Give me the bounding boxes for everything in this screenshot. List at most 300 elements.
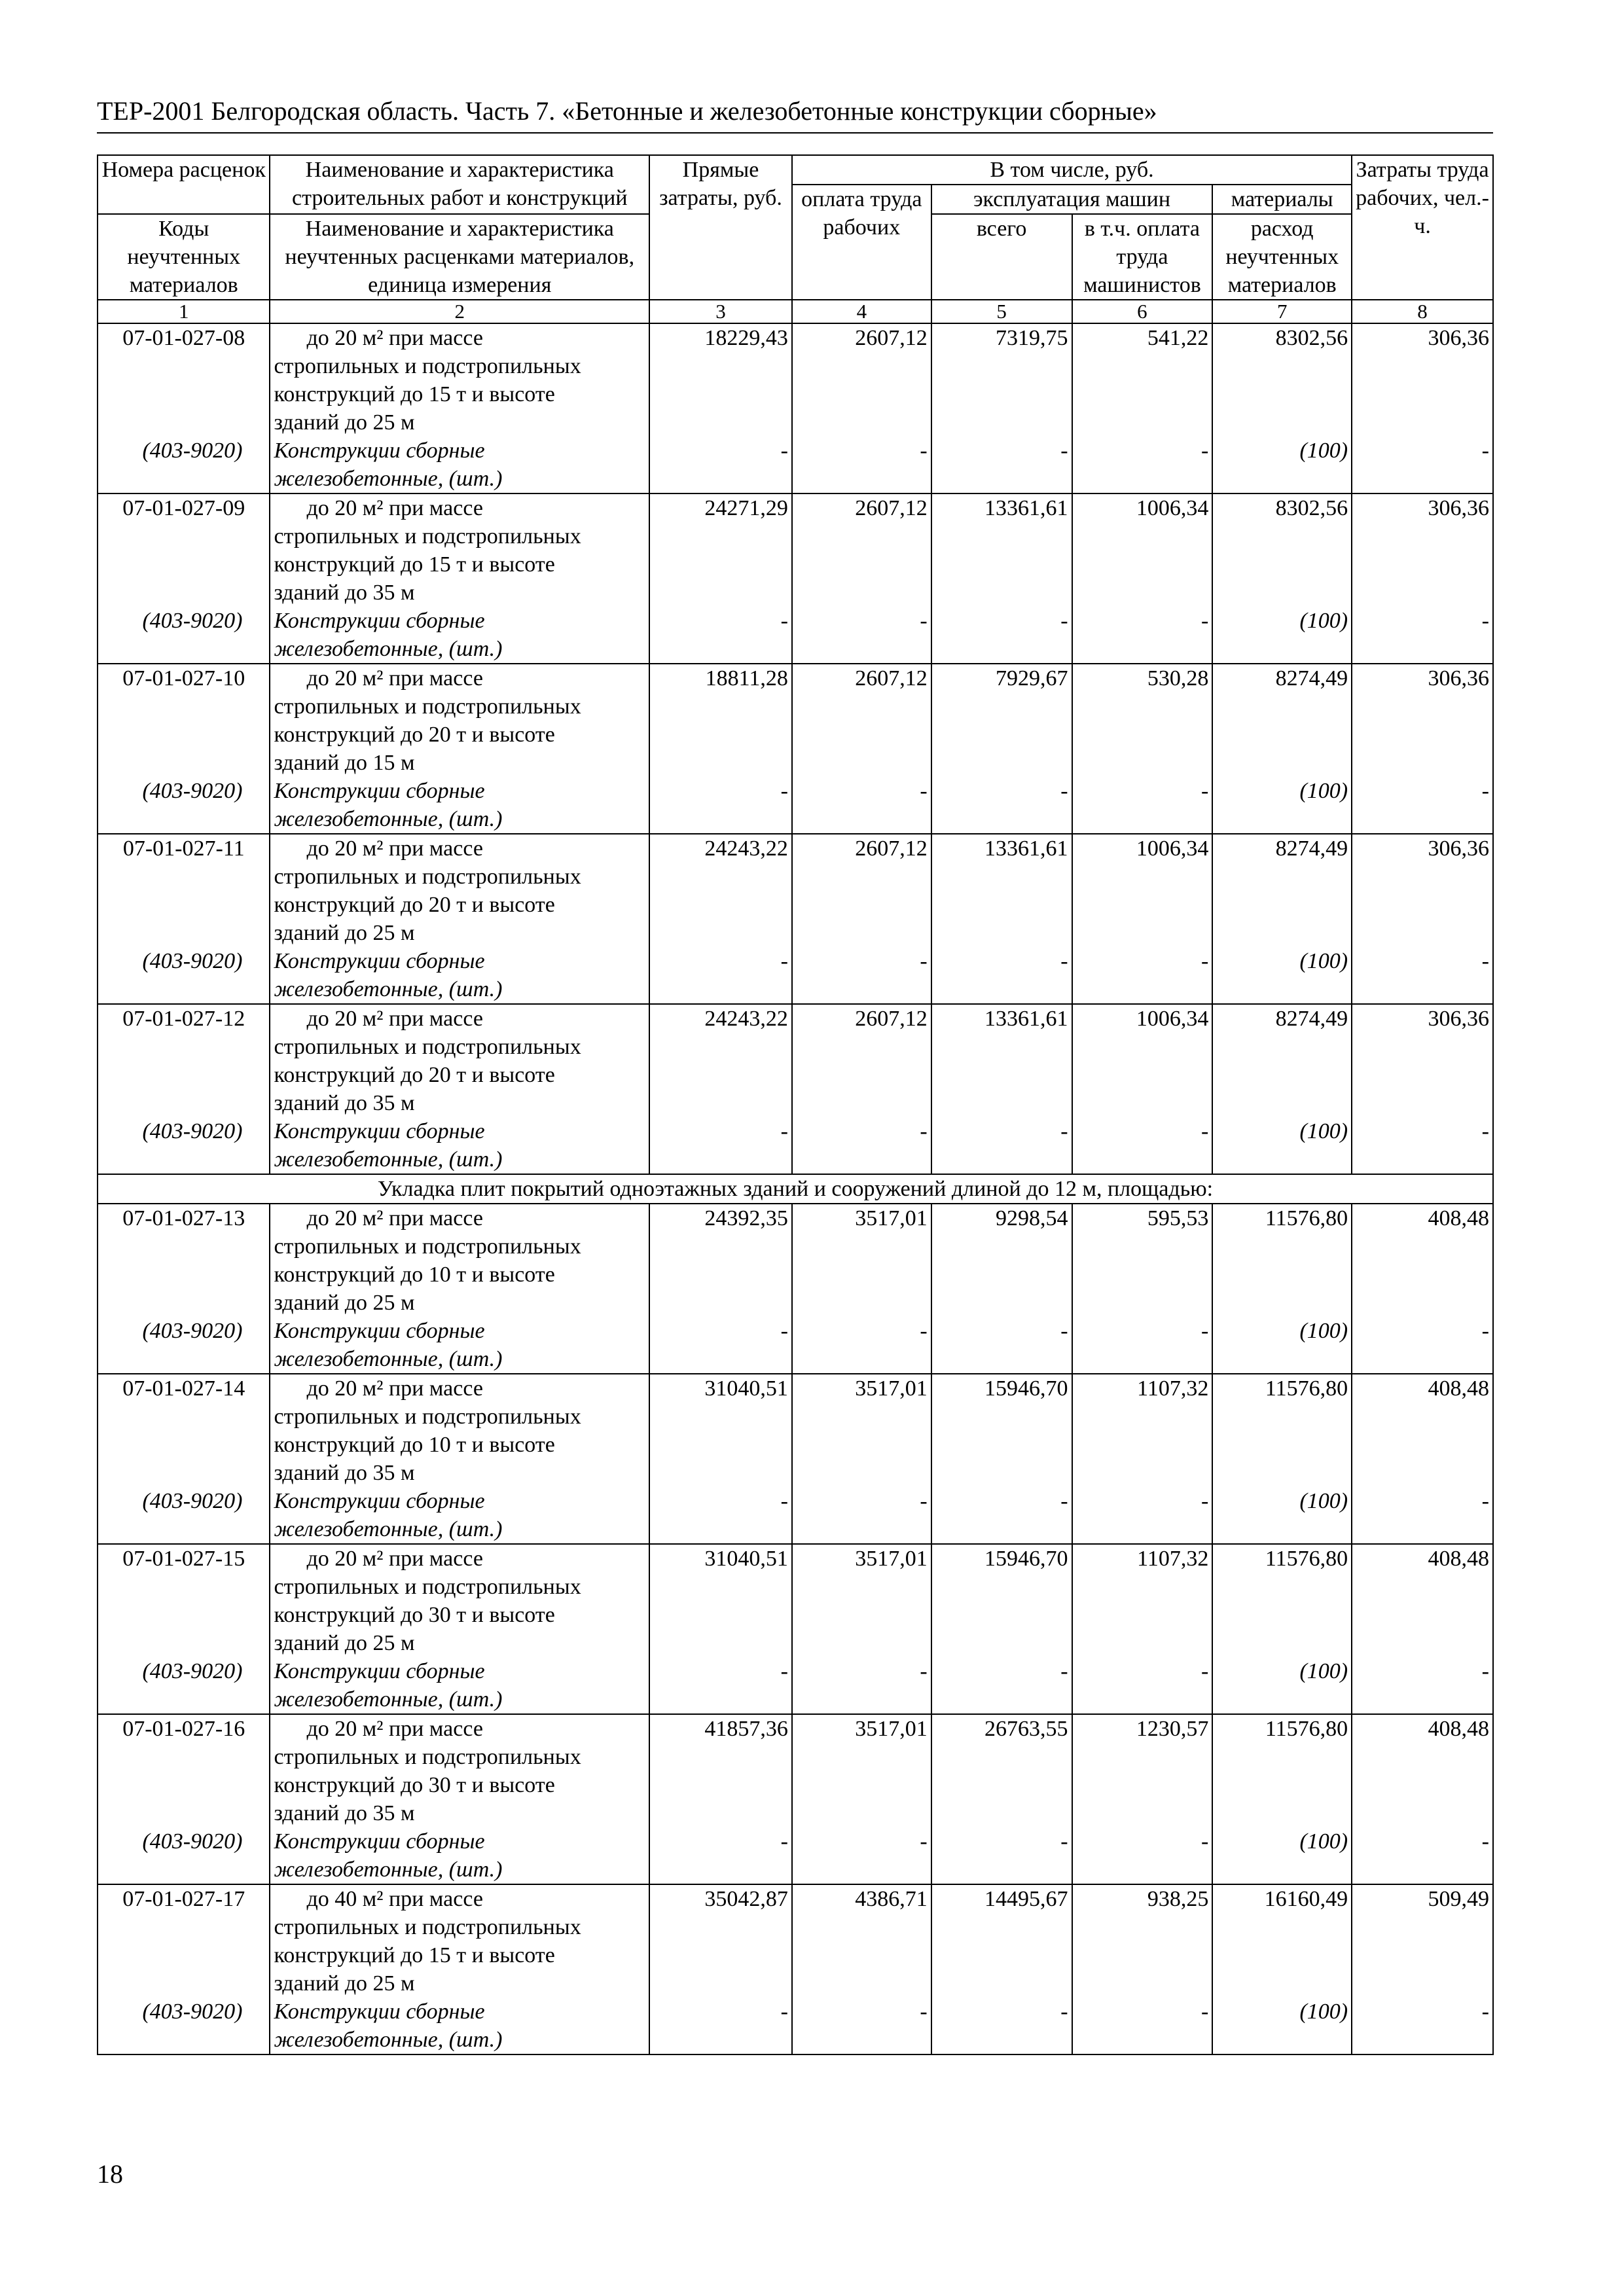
spacer [935, 1601, 1068, 1629]
spacer [1076, 1459, 1209, 1487]
machines-labor-cell [1072, 493, 1213, 664]
spacer [1216, 522, 1348, 550]
column-number: 7 [1212, 300, 1352, 323]
materials-value: 8274,49 [1275, 666, 1348, 691]
labor-cost-value: 306,36 [1428, 836, 1489, 861]
material-amount: (100) [1299, 1659, 1348, 1683]
work-description-line: конструкций до 10 т и высоте [274, 1263, 555, 1287]
spacer [1356, 1033, 1489, 1061]
material-code: (403-9020) [142, 439, 243, 463]
work-description-line: конструкций до 30 т и высоте [274, 1603, 555, 1627]
labor-cost-value: 408,48 [1428, 1376, 1489, 1401]
labor-cost-cell [1352, 1884, 1493, 2054]
work-description-cell [270, 1714, 649, 1884]
spacer [1076, 1232, 1209, 1261]
spacer [653, 805, 788, 833]
spacer [1356, 1431, 1489, 1459]
machines-labor-cell [1072, 1204, 1213, 1374]
material-code: (403-9020) [142, 779, 243, 803]
work-description-cell [270, 664, 649, 834]
labor-pay-cell [792, 1714, 931, 1884]
material-amount: (100) [1299, 439, 1348, 463]
spacer [653, 1403, 788, 1431]
machines-total-value: 15946,70 [984, 1547, 1068, 1571]
spacer [1216, 1685, 1348, 1713]
work-description-cell [270, 834, 649, 1004]
table-row [98, 493, 1493, 664]
spacer [935, 1771, 1068, 1799]
spacer [101, 579, 266, 607]
materials-cell [1212, 1884, 1352, 2054]
spacer [653, 1033, 788, 1061]
spacer [1076, 1145, 1209, 1174]
spacer [653, 579, 788, 607]
materials-cell [1212, 1714, 1352, 1884]
spacer [1216, 352, 1348, 380]
spacer [101, 1345, 266, 1373]
labor-cost-cell [1352, 1714, 1493, 1884]
material-name-line: Конструкции сборные [274, 1489, 485, 1513]
table-row [98, 1884, 1493, 2054]
spacer [1216, 1941, 1348, 1969]
spacer [1216, 1969, 1348, 1998]
empty-dash: - [920, 1659, 928, 1683]
spacer [1076, 1431, 1209, 1459]
spacer [101, 1289, 266, 1317]
materials-value: 8274,49 [1275, 1007, 1348, 1031]
spacer [653, 1261, 788, 1289]
empty-dash: - [780, 949, 788, 973]
spacer [935, 2026, 1068, 2054]
work-description-line: до 20 м² при массе [306, 496, 483, 520]
spacer [935, 1345, 1068, 1373]
labor-cost-value: 306,36 [1428, 666, 1489, 691]
direct-cost-value: 41857,36 [704, 1717, 788, 1741]
labor-cost-value: 408,48 [1428, 1206, 1489, 1230]
labor-pay-cell [792, 1544, 931, 1714]
table-row [98, 1004, 1493, 1174]
spacer [1076, 1601, 1209, 1629]
material-name-line: железобетонные, (шт.) [274, 977, 503, 1001]
spacer [935, 891, 1068, 919]
header-machines: эксплуатация машин [931, 185, 1213, 214]
spacer [101, 1232, 266, 1261]
spacer [1216, 692, 1348, 721]
spacer [1356, 1289, 1489, 1317]
materials-value: 16160,49 [1264, 1887, 1348, 1911]
work-description-line: конструкций до 20 т и высоте [274, 1063, 555, 1087]
spacer [935, 1573, 1068, 1601]
spacer [1356, 408, 1489, 437]
material-amount: (100) [1299, 1319, 1348, 1343]
work-description-line: конструкций до 20 т и высоте [274, 723, 555, 747]
material-name-line: железобетонные, (шт.) [274, 2028, 503, 2052]
spacer [1216, 635, 1348, 663]
spacer [1356, 579, 1489, 607]
spacer [1356, 352, 1489, 380]
spacer [1356, 975, 1489, 1003]
materials-value: 11576,80 [1265, 1547, 1348, 1571]
spacer [1356, 1089, 1489, 1117]
work-description-line: зданий до 25 м [274, 921, 415, 945]
spacer [796, 352, 928, 380]
machines-labor-cell [1072, 664, 1213, 834]
spacer [796, 863, 928, 891]
spacer [796, 522, 928, 550]
rate-code: 07-01-027-09 [122, 496, 245, 520]
empty-dash: - [1060, 439, 1068, 463]
page-number: 18 [97, 2159, 123, 2189]
empty-dash: - [1201, 1319, 1209, 1343]
rate-code-cell [98, 1884, 270, 2054]
empty-dash: - [1201, 1119, 1209, 1143]
material-name-line: железобетонные, (шт.) [274, 1857, 503, 1882]
work-description-line: конструкций до 10 т и высоте [274, 1433, 555, 1457]
machines-labor-value: 595,53 [1147, 1206, 1209, 1230]
labor-pay-value: 2607,12 [855, 326, 928, 350]
work-description-line: стропильных и подстропильных [274, 694, 581, 719]
spacer [1076, 721, 1209, 749]
work-description-line: зданий до 35 м [274, 1091, 415, 1115]
work-description-line: до 20 м² при массе [306, 326, 483, 350]
empty-dash: - [780, 1319, 788, 1343]
spacer [1356, 1913, 1489, 1941]
work-description-line: стропильных и подстропильных [274, 1745, 581, 1769]
work-description-line: стропильных и подстропильных [274, 1234, 581, 1259]
material-name-line: железобетонные, (шт.) [274, 637, 503, 661]
empty-dash: - [1201, 609, 1209, 633]
empty-dash: - [1481, 1489, 1489, 1513]
spacer [796, 692, 928, 721]
spacer [1076, 465, 1209, 493]
spacer [1216, 1232, 1348, 1261]
material-amount: (100) [1299, 1119, 1348, 1143]
spacer [796, 891, 928, 919]
spacer [796, 1629, 928, 1657]
spacer [1356, 1941, 1489, 1969]
work-description-cell [270, 323, 649, 493]
spacer [935, 1969, 1068, 1998]
work-description-cell [270, 1374, 649, 1544]
machines-labor-cell [1072, 1374, 1213, 1544]
rate-code-cell [98, 1374, 270, 1544]
spacer [1356, 2026, 1489, 2054]
work-description-line: до 20 м² при массе [306, 1376, 483, 1401]
table-row [98, 1204, 1493, 1374]
header-machines-labor: в т.ч. оплата труда машинистов [1072, 214, 1213, 300]
spacer [1216, 1771, 1348, 1799]
materials-cell [1212, 1004, 1352, 1174]
material-name-line: железобетонные, (шт.) [274, 807, 503, 831]
spacer [796, 975, 928, 1003]
spacer [653, 1685, 788, 1713]
labor-pay-cell [792, 1204, 931, 1374]
spacer [653, 635, 788, 663]
spacer [101, 1515, 266, 1543]
work-description-line: конструкций до 20 т и высоте [274, 893, 555, 917]
spacer [101, 1145, 266, 1174]
table-row [98, 1714, 1493, 1884]
spacer [796, 1573, 928, 1601]
spacer [653, 975, 788, 1003]
spacer [1356, 1232, 1489, 1261]
spacer [653, 352, 788, 380]
machines-labor-value: 541,22 [1147, 326, 1209, 350]
spacer [1216, 721, 1348, 749]
empty-dash: - [780, 1489, 788, 1513]
spacer [1216, 1799, 1348, 1827]
machines-labor-value: 1107,32 [1137, 1376, 1209, 1401]
spacer [101, 863, 266, 891]
labor-pay-value: 2607,12 [855, 496, 928, 520]
spacer [796, 465, 928, 493]
column-number: 6 [1072, 300, 1213, 323]
rate-code-cell [98, 834, 270, 1004]
spacer [101, 1061, 266, 1089]
column-number: 8 [1352, 300, 1493, 323]
rate-code-cell [98, 493, 270, 664]
work-description-line: до 20 м² при массе [306, 836, 483, 861]
empty-dash: - [1060, 1829, 1068, 1854]
spacer [1216, 1033, 1348, 1061]
labor-pay-cell [792, 664, 931, 834]
spacer [796, 579, 928, 607]
header-incl: В том числе, руб. [792, 155, 1352, 185]
empty-dash: - [1481, 609, 1489, 633]
labor-cost-cell [1352, 323, 1493, 493]
spacer [653, 408, 788, 437]
spacer [101, 2026, 266, 2054]
spacer [1216, 919, 1348, 947]
empty-dash: - [920, 949, 928, 973]
labor-pay-value: 2607,12 [855, 666, 928, 691]
direct-cost-value: 24243,22 [704, 1007, 788, 1031]
spacer [1356, 805, 1489, 833]
empty-dash: - [1201, 1659, 1209, 1683]
spacer [1076, 749, 1209, 777]
spacer [1356, 891, 1489, 919]
spacer [1216, 1459, 1348, 1487]
spacer [1216, 1629, 1348, 1657]
labor-cost-cell [1352, 664, 1493, 834]
spacer [1076, 380, 1209, 408]
spacer [935, 579, 1068, 607]
spacer [653, 1431, 788, 1459]
work-description-line: конструкций до 15 т и высоте [274, 1943, 555, 1967]
spacer [653, 1459, 788, 1487]
spacer [1076, 692, 1209, 721]
spacer [1356, 1061, 1489, 1089]
spacer [796, 1771, 928, 1799]
empty-dash: - [1060, 949, 1068, 973]
spacer [1356, 1771, 1489, 1799]
rate-code: 07-01-027-14 [122, 1376, 245, 1401]
header-labor-cost: Затраты труда рабочих, чел.-ч. [1352, 155, 1493, 300]
spacer [1216, 1289, 1348, 1317]
spacer [101, 352, 266, 380]
spacer [1356, 919, 1489, 947]
material-code: (403-9020) [142, 1489, 243, 1513]
spacer [101, 1856, 266, 1884]
table-row [98, 323, 1493, 493]
labor-pay-value: 3517,01 [855, 1717, 928, 1741]
material-name-line: железобетонные, (шт.) [274, 1347, 503, 1371]
spacer [101, 1431, 266, 1459]
direct-cost-cell [649, 1714, 792, 1884]
rate-code: 07-01-027-11 [122, 836, 245, 861]
machines-labor-cell [1072, 1714, 1213, 1884]
spacer [1216, 1573, 1348, 1601]
spacer [1216, 1403, 1348, 1431]
empty-dash: - [1201, 439, 1209, 463]
materials-value: 11576,80 [1265, 1717, 1348, 1741]
spacer [1216, 1743, 1348, 1771]
spacer [935, 1232, 1068, 1261]
spacer [935, 805, 1068, 833]
spacer [796, 1345, 928, 1373]
header-materials: материалы [1212, 185, 1352, 214]
spacer [796, 635, 928, 663]
rate-code: 07-01-027-17 [122, 1887, 245, 1911]
empty-dash: - [1481, 949, 1489, 973]
labor-cost-value: 509,49 [1428, 1887, 1489, 1911]
empty-dash: - [1481, 1659, 1489, 1683]
spacer [935, 692, 1068, 721]
table-header [98, 155, 1493, 323]
spacer [935, 408, 1068, 437]
empty-dash: - [1481, 1119, 1489, 1143]
work-description-line: до 20 м² при массе [306, 1717, 483, 1741]
spacer [1356, 1629, 1489, 1657]
spacer [796, 1799, 928, 1827]
spacer [1216, 408, 1348, 437]
spacer [796, 1913, 928, 1941]
empty-dash: - [780, 1119, 788, 1143]
spacer [1356, 1145, 1489, 1174]
spacer [653, 465, 788, 493]
header-rule [97, 132, 1493, 134]
spacer [935, 1033, 1068, 1061]
spacer [796, 1969, 928, 1998]
machines-labor-cell [1072, 1004, 1213, 1174]
empty-dash: - [1060, 1489, 1068, 1513]
spacer [653, 1232, 788, 1261]
spacer [1076, 1969, 1209, 1998]
direct-cost-cell [649, 834, 792, 1004]
labor-pay-cell [792, 1884, 931, 2054]
machines-total-cell [931, 1544, 1072, 1714]
work-description-line: зданий до 35 м [274, 1461, 415, 1485]
machines-total-cell [931, 664, 1072, 834]
spacer [796, 1403, 928, 1431]
spacer [796, 1089, 928, 1117]
machines-labor-value: 1006,34 [1136, 836, 1209, 861]
spacer [101, 1629, 266, 1657]
spacer [653, 1941, 788, 1969]
empty-dash: - [1201, 949, 1209, 973]
work-description-cell [270, 1884, 649, 2054]
material-name-line: железобетонные, (шт.) [274, 1687, 503, 1712]
spacer [796, 1601, 928, 1629]
spacer [1076, 1573, 1209, 1601]
materials-value: 11576,80 [1265, 1376, 1348, 1401]
direct-cost-value: 24243,22 [704, 836, 788, 861]
spacer [1216, 579, 1348, 607]
material-name-line: Конструкции сборные [274, 1829, 485, 1854]
spacer [101, 749, 266, 777]
column-number: 3 [649, 300, 792, 323]
header-materials-unaccounted: расход неучтенных материалов [1212, 214, 1352, 300]
spacer [1216, 749, 1348, 777]
spacer [935, 635, 1068, 663]
machines-labor-value: 530,28 [1147, 666, 1209, 691]
material-amount: (100) [1299, 779, 1348, 803]
spacer [935, 1799, 1068, 1827]
spacer [1216, 1261, 1348, 1289]
spacer [796, 1232, 928, 1261]
labor-pay-cell [792, 834, 931, 1004]
spacer [796, 1061, 928, 1089]
empty-dash: - [1060, 1319, 1068, 1343]
empty-dash: - [1060, 609, 1068, 633]
spacer [796, 1289, 928, 1317]
machines-total-value: 13361,61 [984, 496, 1068, 520]
header-code-top: Номера расценок [98, 155, 270, 214]
material-code: (403-9020) [142, 1119, 243, 1143]
spacer [1356, 550, 1489, 579]
spacer [1356, 1856, 1489, 1884]
spacer [101, 550, 266, 579]
spacer [1216, 1145, 1348, 1174]
spacer [935, 1459, 1068, 1487]
direct-cost-cell [649, 1374, 792, 1544]
spacer [653, 1743, 788, 1771]
direct-cost-cell [649, 1004, 792, 1174]
spacer [1216, 1515, 1348, 1543]
column-number: 5 [931, 300, 1072, 323]
direct-cost-value: 18811,28 [705, 666, 788, 691]
spacer [653, 1089, 788, 1117]
spacer [1216, 380, 1348, 408]
empty-dash: - [1201, 1829, 1209, 1854]
direct-cost-cell [649, 323, 792, 493]
material-name-line: железобетонные, (шт.) [274, 467, 503, 491]
spacer [101, 635, 266, 663]
table-body-group-a [98, 323, 1493, 1174]
rate-code: 07-01-027-12 [122, 1007, 245, 1031]
work-description-line: конструкций до 15 т и высоте [274, 382, 555, 406]
direct-cost-cell [649, 1544, 792, 1714]
spacer [935, 352, 1068, 380]
rate-code-cell [98, 1004, 270, 1174]
spacer [1076, 1771, 1209, 1799]
spacer [101, 721, 266, 749]
work-description-cell [270, 1004, 649, 1174]
header-labor-pay: оплата труда рабочих [792, 185, 931, 300]
spacer [1216, 550, 1348, 579]
spacer [935, 1145, 1068, 1174]
spacer [1356, 863, 1489, 891]
empty-dash: - [920, 439, 928, 463]
direct-cost-value: 18229,43 [704, 326, 788, 350]
spacer [1356, 465, 1489, 493]
rate-code-cell [98, 323, 270, 493]
spacer [101, 1601, 266, 1629]
spacer [935, 1403, 1068, 1431]
direct-cost-cell [649, 1884, 792, 2054]
spacer [1216, 891, 1348, 919]
spacer [935, 1289, 1068, 1317]
